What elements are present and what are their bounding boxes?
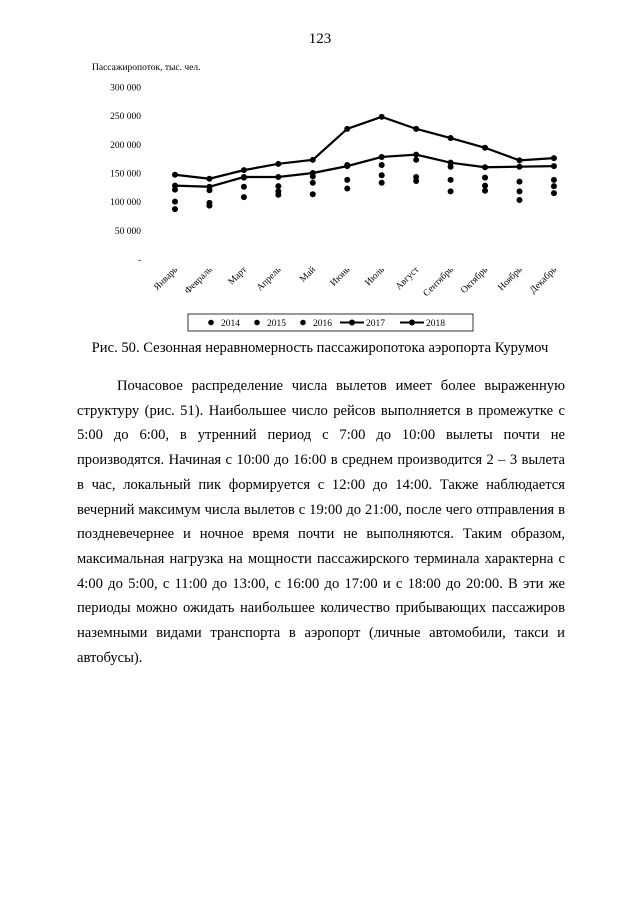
data-point	[482, 175, 488, 181]
legend-marker	[208, 320, 214, 326]
x-tick-label: Июнь	[328, 265, 353, 289]
page-number: 123	[308, 31, 332, 47]
y-axis-ticks	[110, 84, 141, 266]
data-point	[517, 188, 523, 194]
chart-series	[172, 114, 557, 212]
data-point	[448, 177, 454, 183]
data-point	[551, 155, 557, 161]
data-point	[379, 114, 385, 120]
data-point	[517, 197, 523, 203]
data-point	[206, 200, 212, 206]
series-line-2018	[175, 117, 554, 179]
data-point	[551, 177, 557, 183]
data-point	[241, 167, 247, 173]
data-point	[275, 188, 281, 194]
figure-caption: Рис. 50. Сезонная неравномерность пассажиропотока аэропорта Курумоч	[91, 340, 549, 356]
seasonal-passenger-chart	[0, 55, 640, 340]
data-point	[275, 183, 281, 189]
data-point	[551, 190, 557, 196]
data-point	[413, 157, 419, 163]
y-tick-label: -	[137, 255, 141, 266]
series-2017	[172, 152, 557, 190]
data-point	[241, 194, 247, 200]
data-point	[172, 172, 178, 178]
series-2018	[172, 114, 557, 182]
data-point	[551, 163, 557, 169]
data-point	[172, 199, 178, 205]
legend-label: 2016	[313, 319, 332, 329]
x-tick-label: Июль	[363, 265, 387, 289]
y-tick-label: 100 000	[110, 198, 141, 209]
y-tick-label: 250 000	[110, 112, 141, 123]
data-point	[172, 183, 178, 189]
legend-marker	[254, 320, 260, 326]
data-point	[413, 126, 419, 132]
data-point	[344, 126, 350, 132]
x-tick-label: Август	[394, 265, 422, 293]
data-point	[482, 164, 488, 170]
legend-marker	[349, 320, 355, 326]
series-2015	[172, 172, 557, 206]
legend-marker	[300, 320, 306, 326]
data-point	[517, 179, 523, 185]
data-point	[379, 180, 385, 186]
data-point	[206, 184, 212, 190]
legend-label: 2018	[426, 319, 445, 329]
paragraph-text: Почасовое распределение числа вылетов имеет более выраженную структуру (рис. 51). Наибольшее число рейсов выполняется в промежутке с 5:00 до 6:00, в утренний период с 7:00 до 10:00 вылеты почти не производятся. Начиная с 10:00 до 16:00 в среднем производится 2 – 3 вылета в час, локальный пик формируется с 12:00 до 14:00. Также наблюдается вечерний максимум числа вылетов с 19:00 до 21:00, после чего отправления в поздневечернее и ночное время почти не выполняются. Таким образом, максимальная нагрузка на мощности пассажирского терминала характерна с 4:00 до 5:00, с 11:00 до 13:00, с 16:00 до 17:00 и с 18:00 до 20:00. В эти же периоды можно ожидать наибольшее количество прибывающих пассажиров наземными видами транспорта в аэропорт (личные автомобили, такси и автобусы).	[77, 378, 565, 666]
data-point	[344, 185, 350, 191]
data-point	[241, 184, 247, 190]
data-point	[344, 177, 350, 183]
x-tick-label: Апрель	[255, 265, 284, 294]
data-point	[517, 164, 523, 170]
x-tick-label: Октябрь	[459, 265, 491, 296]
data-point	[310, 170, 316, 176]
legend-label: 2014	[221, 319, 240, 329]
x-tick-label: Февраль	[183, 265, 215, 297]
data-point	[517, 157, 523, 163]
legend-label: 2017	[366, 319, 385, 329]
data-point	[344, 163, 350, 169]
data-point	[275, 161, 281, 167]
x-axis-labels	[152, 264, 559, 299]
series-2014	[172, 178, 557, 212]
data-point	[413, 174, 419, 180]
y-tick-label: 300 000	[110, 83, 141, 94]
data-point	[482, 183, 488, 189]
legend	[188, 314, 473, 331]
legend-label: 2015	[267, 319, 286, 329]
data-point	[275, 174, 281, 180]
data-point	[379, 162, 385, 168]
y-tick-label: 150 000	[110, 169, 141, 180]
y-tick-label: 200 000	[110, 140, 141, 151]
data-point	[206, 176, 212, 182]
data-point	[379, 172, 385, 178]
x-tick-label: Декабрь	[528, 265, 560, 296]
y-tick-label: 50 000	[114, 226, 141, 237]
data-point	[551, 183, 557, 189]
data-point	[482, 188, 488, 194]
data-point	[482, 145, 488, 151]
data-point	[310, 157, 316, 163]
series-line-2017	[175, 155, 554, 187]
legend-marker	[409, 320, 415, 326]
data-point	[172, 206, 178, 212]
x-tick-label: Ноябрь	[496, 265, 525, 294]
body-paragraph	[77, 374, 565, 670]
x-tick-label: Январь	[152, 265, 181, 293]
data-point	[310, 180, 316, 186]
x-tick-label: Май	[298, 265, 318, 285]
data-point	[448, 135, 454, 141]
data-point	[448, 188, 454, 194]
data-point	[310, 191, 316, 197]
data-point	[379, 154, 385, 160]
data-point	[448, 160, 454, 166]
data-point	[413, 152, 419, 158]
x-tick-label: Март	[226, 265, 250, 288]
y-axis-label: Пассажиропоток, тыс. чел.	[92, 63, 201, 73]
x-tick-label: Сентябрь	[421, 265, 456, 300]
data-point	[241, 174, 247, 180]
